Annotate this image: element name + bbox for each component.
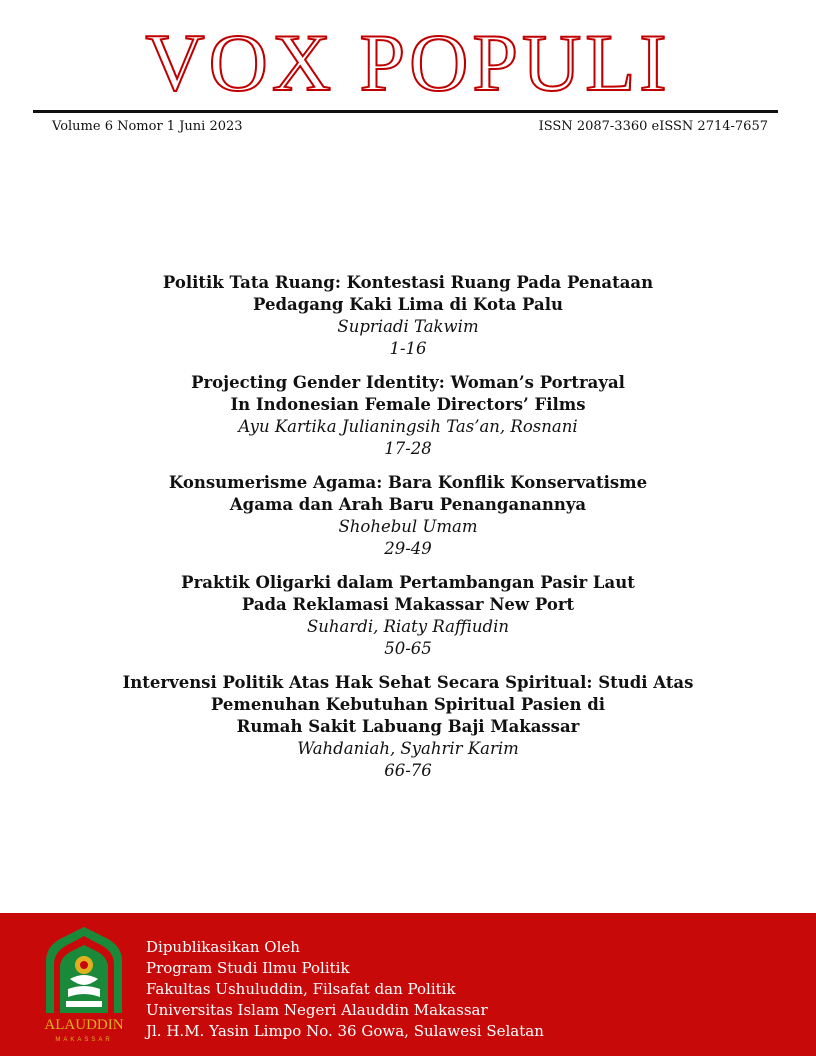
article-pages: 50-65 bbox=[384, 639, 432, 658]
issn-numbers: ISSN 2087-3360 eISSN 2714-7657 bbox=[538, 119, 768, 134]
issue-line bbox=[52, 119, 768, 137]
publisher-line: Program Studi Ilmu Politik bbox=[146, 959, 350, 977]
article-authors: Suhardi, Riaty Raffiudin bbox=[306, 617, 510, 636]
article-authors: Ayu Kartika Julianingsih Tas’an, Rosnani bbox=[238, 417, 578, 436]
publisher-line: Fakultas Ushuluddin, Filsafat dan Politik bbox=[146, 980, 456, 998]
article-entry bbox=[0, 272, 816, 360]
article-title: Pedagang Kaki Lima di Kota Palu bbox=[253, 295, 563, 314]
publisher-footer bbox=[0, 913, 816, 1056]
article-entry bbox=[0, 672, 816, 782]
article-title: Pada Reklamasi Makassar New Port bbox=[241, 595, 575, 614]
alauddin-university-logo-icon bbox=[36, 927, 132, 1049]
article-pages: 17-28 bbox=[384, 439, 432, 458]
logo-wordmark: ALAUDDIN bbox=[44, 1017, 124, 1033]
masthead-rule bbox=[33, 110, 778, 113]
article-pages: 1-16 bbox=[389, 339, 427, 358]
article-authors: Shohebul Umam bbox=[338, 517, 478, 536]
logo-tagline: MAKASSAR bbox=[55, 1037, 113, 1043]
issue-volume: Volume 6 Nomor 1 Juni 2023 bbox=[52, 119, 243, 134]
article-title: Politik Tata Ruang: Kontestasi Ruang Pada Penataan bbox=[162, 273, 654, 292]
publisher-line: Dipublikasikan Oleh bbox=[146, 938, 300, 956]
article-title: Agama dan Arah Baru Penanganannya bbox=[229, 495, 587, 514]
article-title: Pemenuhan Kebutuhan Spiritual Pasien di bbox=[210, 695, 606, 714]
table-of-contents bbox=[0, 272, 816, 794]
article-pages: 29-49 bbox=[384, 539, 432, 558]
article-authors: Wahdaniah, Syahrir Karim bbox=[297, 739, 519, 758]
publisher-info bbox=[146, 937, 544, 1042]
journal-masthead: VOX POPULI bbox=[145, 17, 671, 108]
article-title: Konsumerisme Agama: Bara Konflik Konservatisme bbox=[168, 473, 648, 492]
article-title: In Indonesian Female Directors’ Films bbox=[230, 395, 586, 414]
article-title: Praktik Oligarki dalam Pertambangan Pasir Laut bbox=[181, 573, 635, 592]
publisher-line: Universitas Islam Negeri Alauddin Makassar bbox=[146, 1001, 488, 1019]
article-pages: 66-76 bbox=[384, 761, 432, 780]
article-authors: Supriadi Takwim bbox=[337, 317, 479, 336]
article-title: Projecting Gender Identity: Woman’s Portrayal bbox=[191, 373, 625, 392]
article-title: Rumah Sakit Labuang Baji Makassar bbox=[236, 717, 580, 736]
article-entry bbox=[0, 572, 816, 660]
article-title: Intervensi Politik Atas Hak Sehat Secara Spiritual: Studi Atas bbox=[122, 673, 694, 692]
article-entry bbox=[0, 472, 816, 560]
publisher-line: Jl. H.M. Yasin Limpo No. 36 Gowa, Sulawesi Selatan bbox=[146, 1022, 544, 1040]
article-entry bbox=[0, 372, 816, 460]
